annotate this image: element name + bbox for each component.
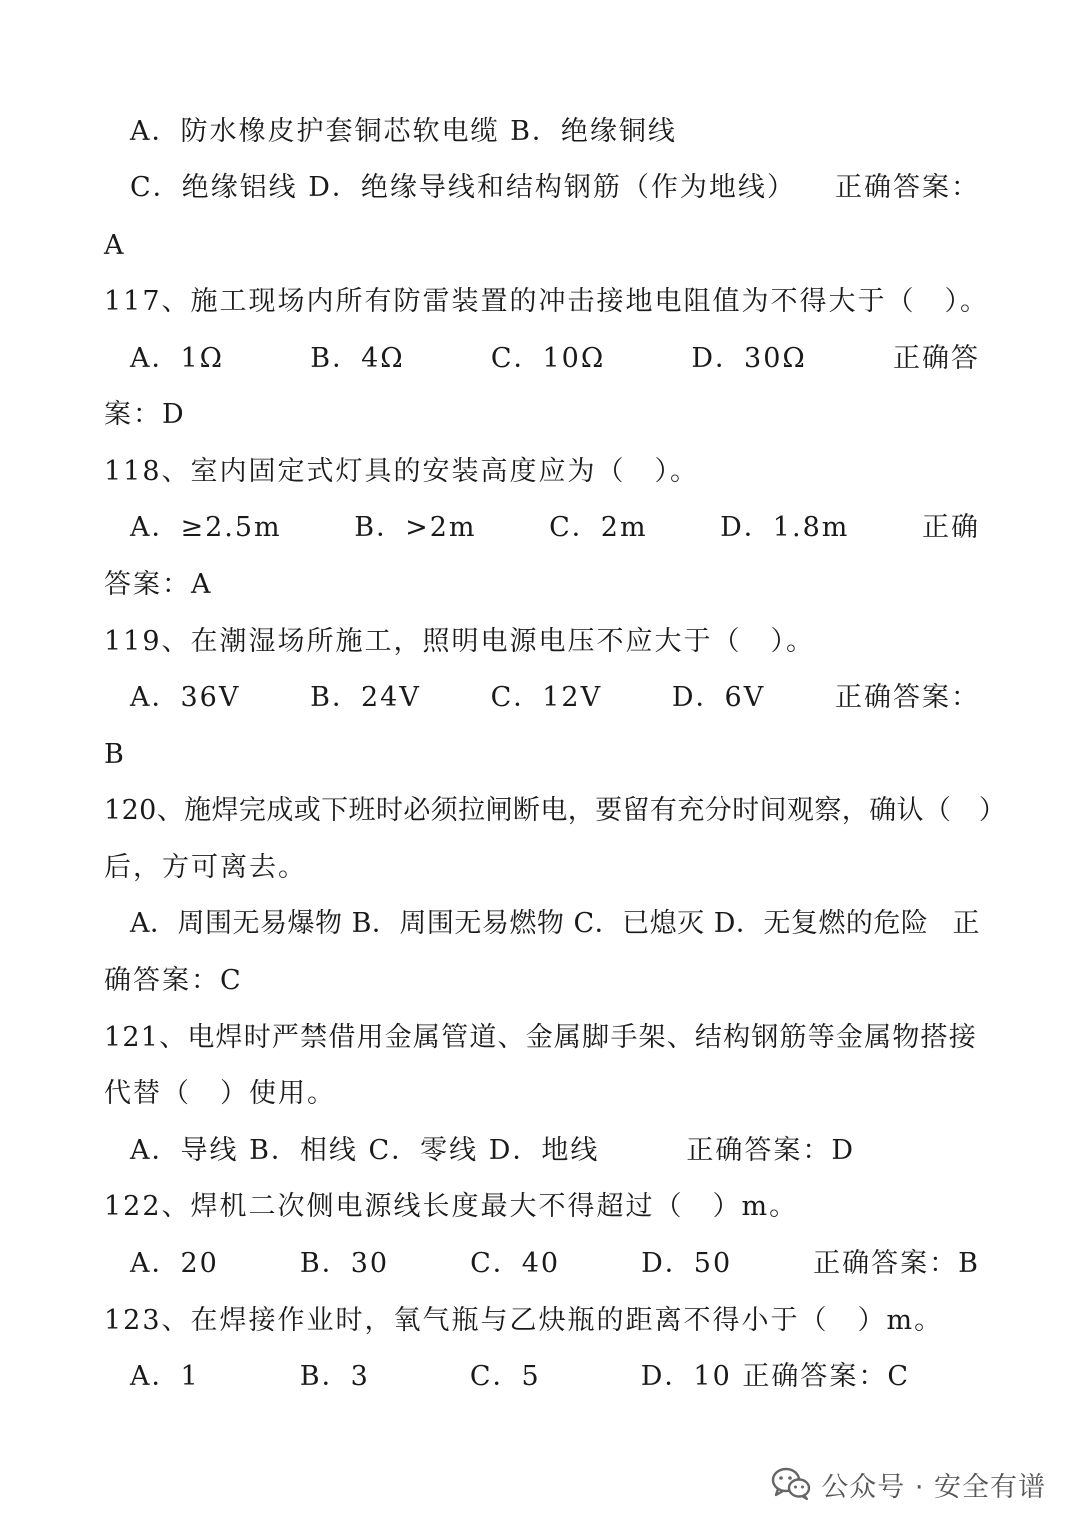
options-117 (130, 337, 980, 381)
options-text: C．绝缘铝线 D．绝缘导线和结构钢筋（作为地线） (130, 172, 796, 203)
option-line (130, 166, 980, 210)
option-c: C．5 (469, 1361, 541, 1392)
answer-text: B (104, 739, 126, 770)
question-121-cont: 代替（ ）使用。 (104, 1078, 336, 1109)
option-a: A．1Ω (130, 343, 225, 374)
options-118 (130, 506, 980, 550)
option-c: C．12V (490, 682, 603, 713)
answer-label: 正确答案：B (813, 1248, 980, 1279)
option-b: B．3 (299, 1361, 370, 1392)
answer-label: 正确答 (892, 343, 980, 374)
options-121: A．导线 B．相线 C．零线 D．地线 正确答案：D (130, 1135, 856, 1166)
question-120-cont: 后，方可离去。 (104, 852, 307, 883)
options-119 (130, 676, 980, 720)
option-b: B．>2m (354, 512, 477, 543)
question-118: 118、室内固定式灯具的安装高度应为（ ）。 (104, 456, 700, 487)
option-a: A．≥2.5m (130, 512, 282, 543)
question-121: 121、电焊时严禁借用金属管道、金属脚手架、结构钢筋等金属物搭接 (104, 1022, 977, 1053)
watermark (771, 1464, 1046, 1504)
answer-text: 答案：A (104, 569, 213, 600)
option-b: B．4Ω (310, 343, 405, 374)
option-d: D．50 (641, 1248, 733, 1279)
option-d: D．1.8m (720, 512, 850, 543)
answer-text: 确答案：C (104, 965, 243, 996)
option-b: B．24V (310, 682, 421, 713)
option-b: B．30 (299, 1248, 390, 1279)
answer-label: 正确 (921, 512, 980, 543)
question-120: 120、施焊完成或下班时必须拉闸断电，要留有充分时间观察，确认（ ） (104, 795, 1007, 826)
question-117: 117、施工现场内所有防雷装置的冲击接地电阻值为不得大于（ ）。 (104, 286, 990, 317)
question-122: 122、焊机二次侧电源线长度最大不得超过（ ）m。 (104, 1191, 799, 1222)
options-123 (130, 1355, 910, 1399)
options-120 (130, 902, 980, 946)
option-a: A．20 (130, 1248, 219, 1279)
question-123: 123、在焊接作业时，氧气瓶与乙炔瓶的距离不得小于（ ）m。 (104, 1305, 944, 1336)
option-d: D．30Ω (691, 343, 807, 374)
answer-text: A (104, 230, 126, 261)
option-c: C．10Ω (490, 343, 606, 374)
wechat-icon (771, 1467, 811, 1501)
answer-label: 正 (952, 908, 980, 939)
option-c: C．2m (549, 512, 648, 543)
watermark-text: 公众号 · 安全有谱 (821, 1471, 1046, 1503)
options-text: A．周围无易爆物 B．周围无易燃物 C．已熄灭 D．无复燃的危险 (130, 908, 929, 939)
options-122 (130, 1242, 980, 1286)
option-d: D．6V (671, 682, 766, 713)
question-119: 119、在潮湿场所施工，照明电源电压不应大于（ ）。 (104, 626, 816, 657)
option-d-answer: D．10 正确答案：C (640, 1361, 910, 1392)
option-line: A．防水橡皮护套铜芯软电缆 B．绝缘铜线 (130, 116, 677, 147)
answer-label: 正确答案： (835, 172, 980, 203)
option-a: A．1 (130, 1361, 200, 1392)
option-c: C．40 (470, 1248, 561, 1279)
option-a: A．36V (130, 682, 241, 713)
answer-label: 正确答案： (834, 682, 980, 713)
answer-text: 案：D (104, 399, 186, 430)
